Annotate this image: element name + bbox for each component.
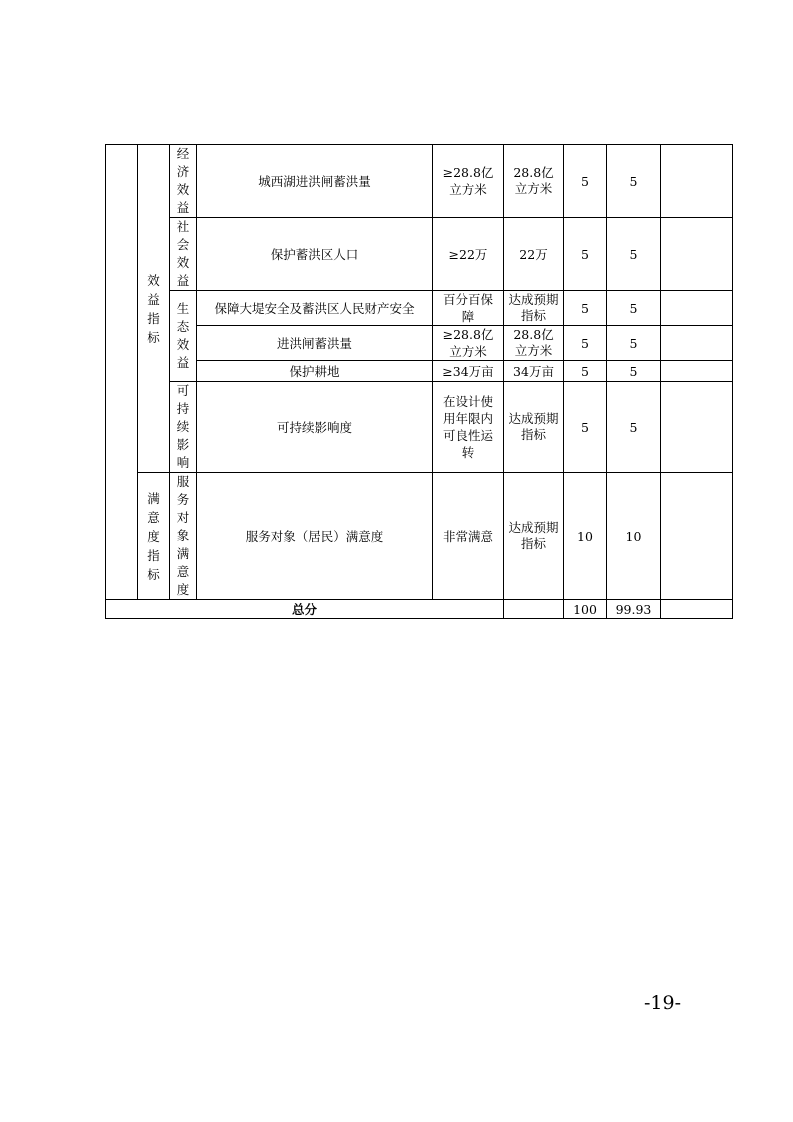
weight-cell: 10 xyxy=(564,473,607,600)
score-cell: 5 xyxy=(607,326,661,361)
total-row xyxy=(106,600,733,619)
actual-cell: 28.8亿立方米 xyxy=(504,145,564,218)
target-cell: 百分百保障 xyxy=(433,291,504,326)
target-cell: ≥28.8亿立方米 xyxy=(433,145,504,218)
indicator-cell: 保障大堤安全及蓄洪区人民财产安全 xyxy=(197,291,433,326)
remark-cell xyxy=(661,361,733,382)
remark-cell xyxy=(661,291,733,326)
indicator-cell: 可持续影响度 xyxy=(197,382,433,473)
actual-cell: 达成预期指标 xyxy=(504,291,564,326)
level3-cell: 生态效益 xyxy=(170,291,197,382)
weight-cell: 5 xyxy=(564,291,607,326)
indicator-cell: 进洪闸蓄洪量 xyxy=(197,326,433,361)
remark-cell xyxy=(661,382,733,473)
weight-cell: 5 xyxy=(564,382,607,473)
actual-cell: 达成预期指标 xyxy=(504,382,564,473)
total-actual-cell xyxy=(504,600,564,619)
remark-cell xyxy=(661,473,733,600)
weight-cell: 5 xyxy=(564,361,607,382)
remark-cell xyxy=(661,326,733,361)
level2-cell-benefit: 效益指标 xyxy=(138,145,170,473)
total-remark-cell xyxy=(661,600,733,619)
table-row xyxy=(106,291,733,326)
score-cell: 5 xyxy=(607,291,661,326)
actual-cell: 22万 xyxy=(504,218,564,291)
weight-cell: 5 xyxy=(564,218,607,291)
score-cell: 5 xyxy=(607,145,661,218)
total-score: 99.93 xyxy=(607,600,661,619)
indicator-cell: 保护耕地 xyxy=(197,361,433,382)
target-cell: ≥34万亩 xyxy=(433,361,504,382)
target-cell: 在设计使用年限内可良性运转 xyxy=(433,382,504,473)
actual-cell: 达成预期指标 xyxy=(504,473,564,600)
actual-cell: 34万亩 xyxy=(504,361,564,382)
weight-cell: 5 xyxy=(564,326,607,361)
level3-cell: 社会效益 xyxy=(170,218,197,291)
remark-cell xyxy=(661,218,733,291)
score-cell: 5 xyxy=(607,382,661,473)
actual-cell: 28.8亿立方米 xyxy=(504,326,564,361)
performance-indicator-table xyxy=(105,144,733,619)
table-row xyxy=(106,361,733,382)
total-label: 总分 xyxy=(106,600,504,619)
table-row xyxy=(106,326,733,361)
weight-cell: 5 xyxy=(564,145,607,218)
level2-cell-satisfaction: 满意度指标 xyxy=(138,473,170,600)
indicator-cell: 保护蓄洪区人口 xyxy=(197,218,433,291)
target-cell: 非常满意 xyxy=(433,473,504,600)
level3-cell: 可持续影响 xyxy=(170,382,197,473)
table-row xyxy=(106,473,733,600)
score-cell: 5 xyxy=(607,218,661,291)
total-weight: 100 xyxy=(564,600,607,619)
score-cell: 5 xyxy=(607,361,661,382)
table-row xyxy=(106,145,733,218)
target-cell: ≥22万 xyxy=(433,218,504,291)
remark-cell xyxy=(661,145,733,218)
level3-cell: 服务对象满意度 xyxy=(170,473,197,600)
target-cell: ≥28.8亿立方米 xyxy=(433,326,504,361)
level3-cell: 经济效益 xyxy=(170,145,197,218)
page-number: -19- xyxy=(644,992,682,1014)
score-cell: 10 xyxy=(607,473,661,600)
level1-cell xyxy=(106,145,138,600)
table-row xyxy=(106,382,733,473)
indicator-cell: 城西湖进洪闸蓄洪量 xyxy=(197,145,433,218)
indicator-cell: 服务对象（居民）满意度 xyxy=(197,473,433,600)
table-row xyxy=(106,218,733,291)
